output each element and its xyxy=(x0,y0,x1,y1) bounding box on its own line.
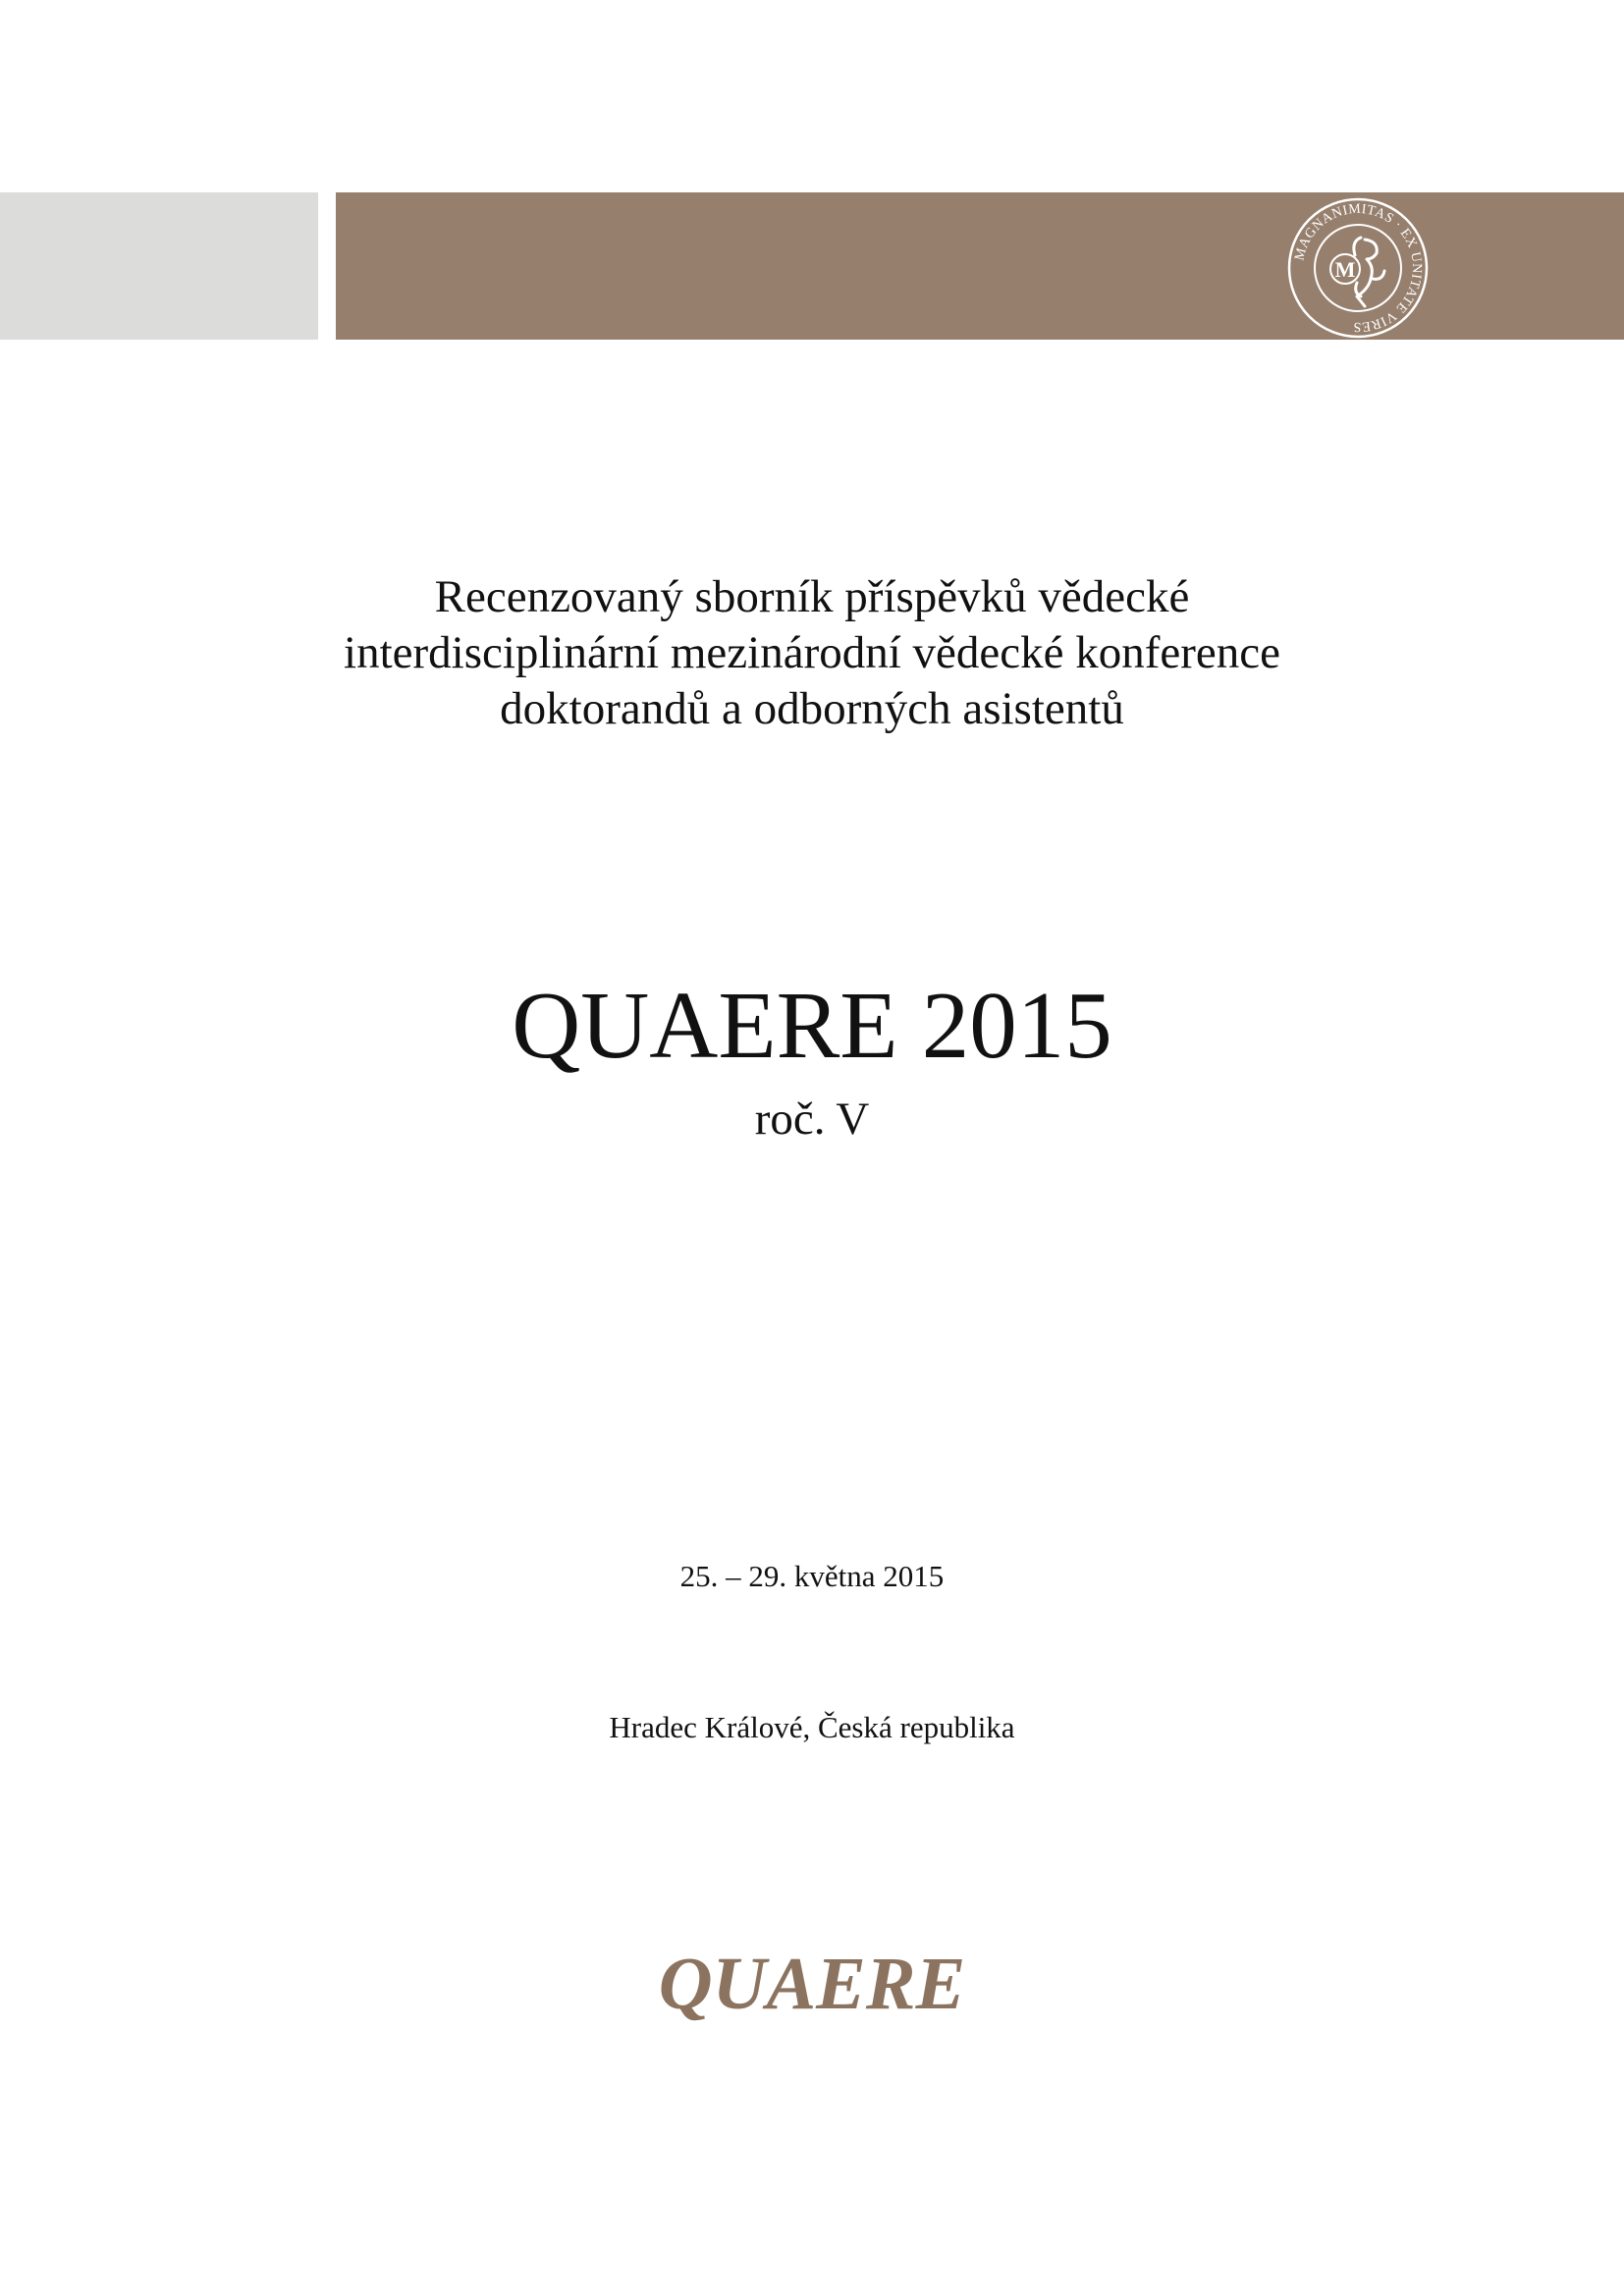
quaere-logo: QUAERE xyxy=(658,1943,966,2025)
header-band-left xyxy=(0,192,318,340)
volume-label: roč. V xyxy=(754,1094,870,1145)
conference-title: QUAERE 2015 xyxy=(512,973,1112,1078)
subtitle-line-1: Recenzovaný sborník příspěvků vědecké xyxy=(434,571,1190,622)
lion-seal-icon xyxy=(1286,196,1430,340)
conference-place: Hradec Králové, Česká republika xyxy=(609,1710,1015,1744)
proceedings-subtitle xyxy=(0,569,1624,737)
subtitle-line-3: doktorandů a odborných asistentů xyxy=(500,683,1124,734)
header-band-right xyxy=(336,192,1624,340)
subtitle-line-2: interdisciplinární mezinárodní vědecké konference xyxy=(344,627,1280,678)
seal-monogram: M xyxy=(1334,257,1356,282)
conference-dates: 25. – 29. května 2015 xyxy=(679,1559,945,1593)
seal-ring-textpath: MAGNANIMITAS · EX UNITATE VIRES xyxy=(1292,201,1425,335)
